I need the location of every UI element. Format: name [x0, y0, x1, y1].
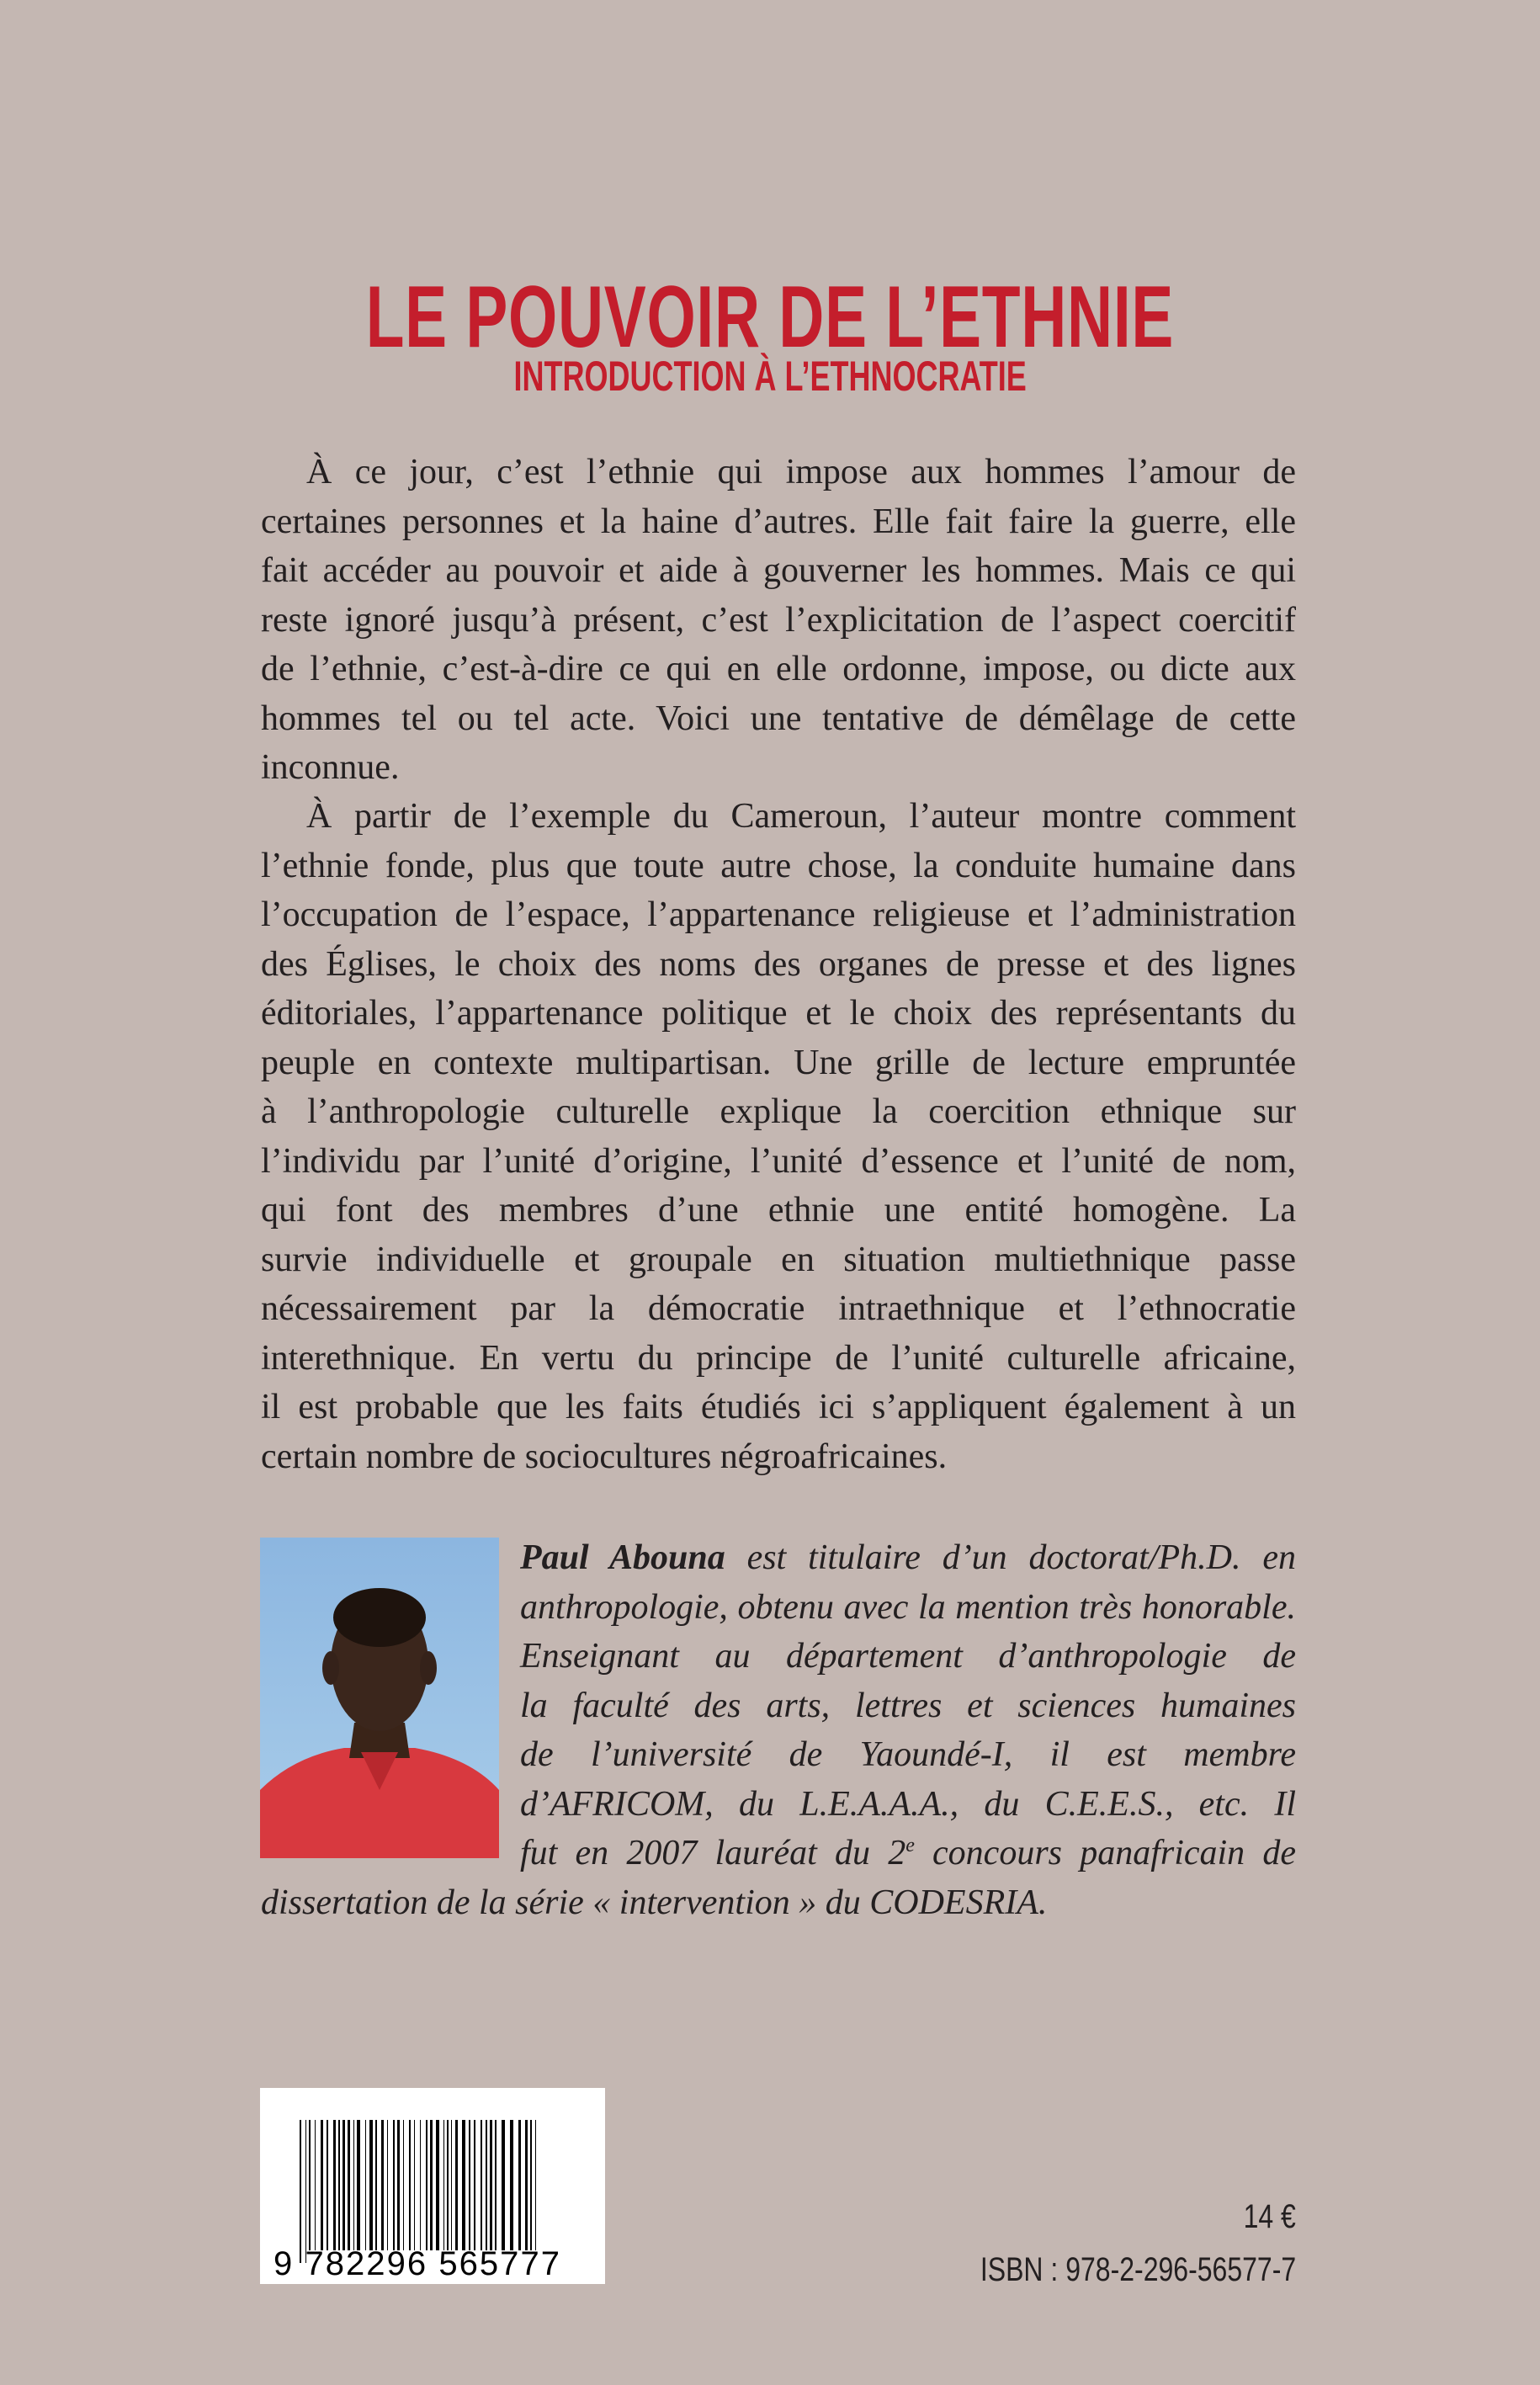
barcode-bar	[518, 2120, 521, 2250]
barcode-bar	[381, 2120, 384, 2250]
barcode-bar	[462, 2120, 465, 2250]
barcode-bar	[357, 2120, 360, 2250]
text-line: certain nombre de sociocultures négroafricaines.	[261, 1437, 948, 1476]
barcode-bar	[447, 2120, 449, 2250]
text-line: l’individu par l’unité d’origine, l’unité d’essence et l’unité de nom,	[261, 1141, 1296, 1181]
barcode-bar	[525, 2120, 528, 2250]
summary-paragraph-1	[261, 448, 1296, 793]
author-bio: Paul Abouna est titulaire d’un doctorat/Ph.D. en anthropologie, obtenu avec la mention très honorable. Enseignant au département d’anthropologie de la faculté des arts, lettres et sciences humaines de l’université de Yaoundé-I, il est membre d’AFRICOM, du L.E.A.A.A., du C.E.E.S., etc. Il fut en 2007 lauréat du 2e concours panafricain de dissertation de la série « intervention » du CODESRIA.	[261, 1538, 1296, 1922]
text-line: des Églises, le choix des noms des organes de presse et des lignes	[261, 944, 1296, 984]
barcode-bar	[414, 2120, 415, 2250]
text-line: fait accéder au pouvoir et aide à gouverner les hommes. Mais ce qui	[261, 551, 1296, 590]
barcode-bar	[426, 2120, 427, 2250]
text-line: À partir de l’exemple du Cameroun, l’auteur montre comment	[306, 797, 1296, 836]
barcode-bar	[443, 2120, 444, 2250]
text-line: À ce jour, c’est l’ethnie qui impose aux hommes l’amour de	[306, 453, 1296, 491]
barcode-bar	[393, 2120, 395, 2250]
barcode-bar	[474, 2120, 475, 2250]
barcode-bar	[451, 2120, 452, 2250]
text-line: il est probable que les faits étudiés ici s’appliquent également à un	[261, 1388, 1296, 1426]
barcode-bar	[321, 2120, 323, 2250]
barcode-bar	[343, 2120, 345, 2250]
barcode-bar	[387, 2120, 388, 2250]
barcode-bar	[436, 2120, 439, 2250]
author-name: Paul Abouna	[520, 1538, 725, 1577]
text-line: de l’ethnie, c’est-à-dire ce qui en elle ordonne, impose, ou dicte aux	[261, 650, 1296, 688]
text-line: qui font des membres d’une ethnie une entité homogène. La	[261, 1191, 1296, 1230]
barcode-bar	[353, 2120, 354, 2250]
summary-paragraph-2	[261, 792, 1296, 1481]
book-title: LE POUVOIR DE L’ETHNIE	[365, 268, 1175, 366]
barcode-bar	[315, 2120, 316, 2250]
barcode-bar	[375, 2120, 377, 2250]
book-subtitle: INTRODUCTION À L’ETHNOCRATIE	[513, 353, 1027, 400]
barcode-bar	[420, 2120, 421, 2250]
barcode-bar	[495, 2120, 497, 2250]
barcode-bar	[481, 2120, 482, 2250]
barcode-bar	[305, 2120, 306, 2263]
text-line: l’occupation de l’espace, l’appartenance religieuse et l’administration	[261, 895, 1296, 934]
text-line: reste ignoré jusqu’à présent, c’est l’explicitation de l’aspect coercitif	[261, 600, 1296, 640]
barcode-bar	[348, 2120, 350, 2250]
barcode-bar	[486, 2120, 487, 2250]
barcode-bar	[403, 2120, 404, 2250]
text-line: éditoriales, l’appartenance politique et le choix des représentants du	[261, 994, 1296, 1033]
text-line: l’ethnie fonde, plus que toute autre chose, la conduite humaine dans	[261, 846, 1296, 885]
text-line: inconnue.	[261, 748, 400, 787]
text-line: nécessairement par la démocratie intraethnique et l’ethnocratie	[261, 1289, 1296, 1328]
barcode-bar	[490, 2120, 492, 2250]
barcode-bar	[369, 2120, 373, 2250]
text-line: peuple en contexte multipartisan. Une grille de lecture empruntée	[261, 1043, 1296, 1082]
barcode-bar	[309, 2120, 311, 2250]
barcode-bar	[333, 2120, 336, 2250]
barcode-bar	[365, 2120, 366, 2250]
barcode-bar	[338, 2120, 340, 2250]
barcode-bar	[327, 2120, 328, 2250]
text-line: hommes tel ou tel acte. Voici une tentative de démêlage de cette	[261, 699, 1296, 738]
barcode-bar	[502, 2120, 505, 2250]
barcode-bar	[535, 2120, 536, 2250]
text-line: interethnique. En vertu du principe de l’unité culturelle africaine,	[261, 1338, 1296, 1378]
barcode-bar	[300, 2120, 301, 2263]
barcode-bar	[530, 2120, 532, 2250]
text-line: à l’anthropologie culturelle explique la coercition ethnique sur	[261, 1092, 1296, 1131]
barcode-bar	[430, 2120, 433, 2250]
barcode-bar	[469, 2120, 470, 2250]
barcode-bar	[455, 2120, 458, 2250]
barcode-number: 9 782296 565777	[273, 2245, 560, 2282]
barcode	[260, 2088, 605, 2284]
isbn: ISBN : 978-2-296-56577-7	[980, 2251, 1296, 2288]
price: 14 €	[1243, 2198, 1296, 2235]
text-line: certaines personnes et la haine d’autres. Elle fait faire la guerre, elle	[261, 502, 1296, 541]
barcode-bar	[409, 2120, 411, 2250]
barcode-bar	[510, 2120, 513, 2250]
barcode-bar	[397, 2120, 400, 2250]
text-line: survie individuelle et groupale en situation multiethnique passe	[261, 1240, 1296, 1279]
